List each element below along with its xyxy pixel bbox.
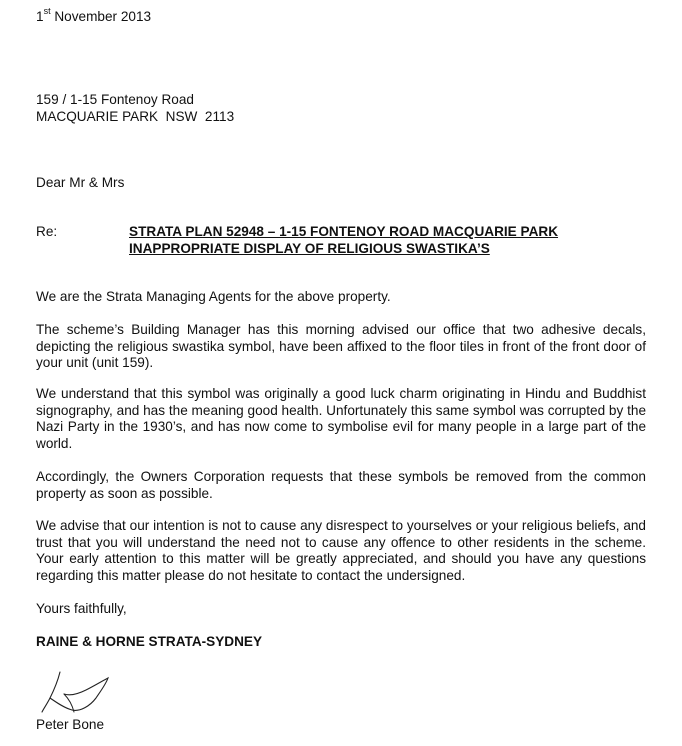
subject-heading — [129, 223, 558, 257]
subject-line-2: INAPPROPRIATE DISPLAY OF RELIGIOUS SWASTIKA’S — [129, 241, 490, 256]
signer-name: Peter Bone — [36, 717, 105, 732]
re-label: Re: — [36, 224, 58, 239]
date-suffix: st — [43, 6, 51, 17]
body-paragraph-5: We advise that our intention is not to cause any disrespect to yourselves or your religious beliefs, and trust that you will understand the need not to cause any offence to other residents in the scheme. Your early attention to this matter will be greatly appreciated, and should you have any questions regarding this matter please do not hesitate to contact the undersigned. — [36, 518, 646, 583]
recipient-address-line2: MACQUARIE PARK NSW 2113 — [36, 109, 235, 124]
closing: Yours faithfully, — [36, 601, 127, 616]
salutation: Dear Mr & Mrs — [36, 175, 125, 190]
signature-icon — [34, 668, 114, 718]
body-paragraph-2: The scheme’s Building Manager has this morning advised our office that two adhesive decals, depicting the religious swastika symbol, have been affixed to the floor tiles in front of the front door of your unit (unit 159). — [36, 322, 646, 370]
date-month-year: November 2013 — [50, 9, 152, 24]
body-paragraph-4: Accordingly, the Owners Corporation requests that these symbols be removed from the common property as soon as possible. — [36, 469, 646, 501]
letter-date — [36, 8, 151, 25]
body-paragraph-3: We understand that this symbol was originally a good luck charm originating in Hindu and Buddhist signography, and has the meaning good health. Unfortunately this same symbol was corrupted by the Nazi Party in the 1930’s, and has now come to symbolise evil for many people in a large part of the world. — [36, 386, 646, 451]
date-day: 1 — [36, 9, 44, 24]
subject-line-1: STRATA PLAN 52948 – 1-15 FONTENOY ROAD MACQUARIE PARK — [129, 224, 559, 239]
recipient-address-line1: 159 / 1-15 Fontenoy Road — [36, 92, 194, 107]
company-name: RAINE & HORNE STRATA-SYDNEY — [36, 634, 263, 649]
body-paragraph-1: We are the Strata Managing Agents for the above property. — [36, 289, 391, 304]
